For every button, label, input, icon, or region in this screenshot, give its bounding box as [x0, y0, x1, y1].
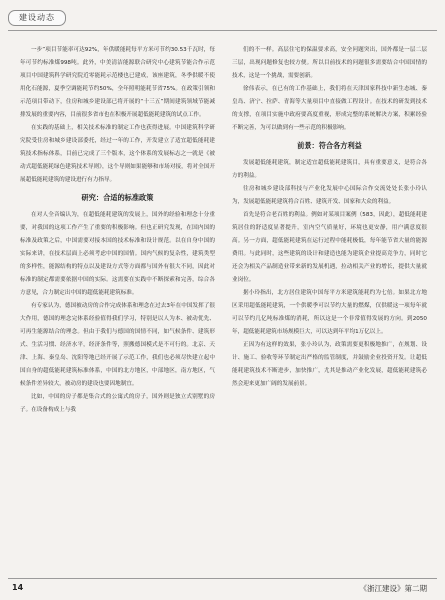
right-column	[232, 44, 427, 564]
header-divider	[8, 30, 437, 31]
section-header-label: 建设动态	[8, 10, 66, 26]
section-heading: 前景：符合各方利益	[297, 141, 362, 150]
paragraph: 徐伟表示，在已有的工作基础上，我们将在天津国家科技中新生态城、秦皇岛、济宁、拉萨、青海等大量项目中直接做工程设计。在技术的研发到技术的支撑，在项目实施中政府要高度重视，形成完整的系统解决方案，积累经验不断完善，为可以做到有一些示范的积极影响。	[232, 86, 427, 131]
footer	[0, 574, 445, 600]
page-number: 14	[12, 583, 24, 592]
left-column	[20, 44, 215, 564]
paragraph: 据小玲指出，北方居住建筑中国每平方米建筑能耗约为七倍。如果北方地区采用超低能耗建筑，一个供暖季可以节约大量的燃煤，仅供暖这一项每年就可以节约几亿吨标准煤的消耗，所以这是一个非常值得发展的方向。到2050年，超低能耗建筑市场规模巨大，可以达到年平均1万亿以上。	[232, 290, 427, 335]
paragraph: 往房和城乡建设部科技与产业化发展中心国际合作交流处处长张小玲认为，发展超低能耗建筑将合百姓、建筑开发、国家和大众的利益。	[232, 186, 427, 205]
footer-divider	[8, 578, 437, 579]
section-heading: 研究：合适的标准政策	[81, 193, 154, 202]
paragraph: 一步”项目节能率可达92%，年供暖能耗每平方米可节约30.53千瓦时，每年可节约标准煤998吨。此外，中美清洁能源联合研究中心建筑节能合作示范项目中国建筑科学研究院近零能耗示范楼也已建成，该座建筑，冬季供暖不使用化石能源，夏季空调能耗节约50%，全年照明能耗节省75%。在政策引领和示范项目带动下，住房和城乡建设部已将开展的“十三五”期间建筑领域节能减排发展的重要内容，目前很多省市也在积极开展超低能耗建筑的试点工作。	[20, 47, 215, 118]
paragraph: 发展超低能耗建筑，制定适宜超低能耗建筑目，具有重要意义，是符合各方的利益。	[232, 160, 427, 179]
paragraph: 有专家认为，德国被动房的合作完成体系和理念在过去3年在中国发挥了很大作用，德国的理念完体系经验值得我们学习，特别是以人为本、被动优先、可再生能源结合的理念。但由于我们与德国的国情不同，如气候条件、建筑形式、生活习惯、经济水平，经济条件等，照搬德国模式是不可行的。北京、天津、上海、秦皇岛、沈阳等地已经开展了示范工作，我们也必须尽快建立起中国自身的超低能耗建筑标准体系，中国的北方地区，中部地区，南方地区，气候条件差异较大，被动房的建设也要因地制宜。	[20, 303, 215, 387]
paragraph: 首先是符合老百姓的利益。例如对某项目案例（583，因此），超低能耗建筑居住的舒适度显著提升，室内空气质量好，环境也更安静，用户满意度很高。另一方面，超低能耗建筑在运行过程中能耗极低，每年能节省大量的能源费用。与此同时，这些建筑的设计和建造也能为建筑企业提高竞争力，同时它还会为相关产品制造业带来新的发展机遇，拉动相关产业的增长，提供大量就业岗位。	[232, 212, 427, 283]
paragraph: 们的不一样。高层住宅的保温要求高，安全问题突出，国外都是一层二层三层，出现问题修复也较方便。所以目前技术的问题很多需要结合中国国情的技术，这是一个挑战，需要创新。	[232, 47, 427, 79]
paragraph: 比如，中国的房子都是集合式的公寓式的房子，国外则是独立式别墅的房子。在设备构成上与我	[20, 394, 215, 413]
paragraph: 正因为有这样的效果，张小玲认为，政策需要更积极地推广，在规划、设计、施工、验收等环节制定出严格的监管制度，并鼓励企业投资开发。让超低能耗建筑技术不断进步，加快推广，尤其是推动产业化发展，超低能耗建筑必然会迎来更加广阔的发展前景。	[232, 342, 427, 387]
paragraph: 在对人全音编认为，在超低能耗建筑的发展上，国外的经验和理念十分重要，对我国的这项工作产生了重要的积极影响。但也正研究发现，在国内国的标准及政策之后，中国需要对接本国的技术标准和设计规范。以在自身中国的实际来讲，在技术层面上必须考虑中国的国情。国内气候的复杂性，建筑类型的多样性，能源结构的特点以及建设方式等方面都与国外有很大不同，因此对标准的制定都需要依据中国的实际。这需要在实践中不断探索和完善，综合各方意见，合力制定出中国的超低能耗建筑标准。	[20, 212, 215, 296]
paragraph: 在实践的基础上，相关技术标准的制定工作也获得进展。中国建筑科学研究院受住房和城乡建设部委托，经过一年的工作，开发建立了适宜超低能耗建筑技术指标体系，目前已完成了三个版本，这个体系的发展标志之一就是《被动式超低能耗绿色建筑技术导则》，这个导则如果能够和市场对接，将对全国开展超低能耗建筑的建设进行有力指导。	[20, 125, 215, 183]
publication-issue: 《浙江建设》第二期	[359, 584, 427, 593]
